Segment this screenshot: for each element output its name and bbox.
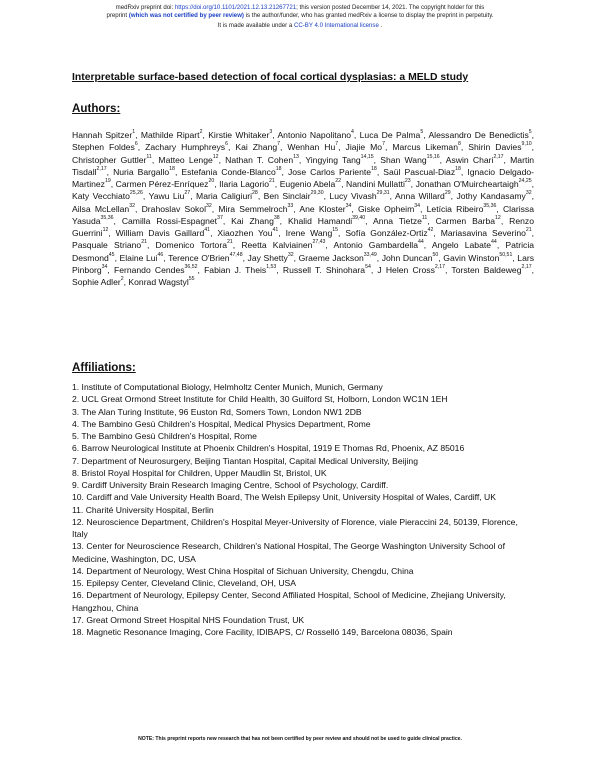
author-name: Hannah Spitzer (72, 130, 133, 140)
author-affiliation-number: 13 (293, 153, 299, 160)
affiliation-item: 10. Cardiff and Vale University Health Board, The Welsh Epilepsy Unit, University Hospital of Wales, Cardiff, UK (72, 492, 496, 503)
author-name: Jose Carlos Pariente (287, 166, 372, 177)
author-affiliation-number: 21 (525, 227, 532, 234)
author-affiliation-number: 2,17 (96, 165, 107, 172)
author (114, 265, 198, 275)
author-affiliation-number: 41 (204, 227, 211, 234)
author-name: Kai Zhang (231, 215, 274, 226)
author-affiliation-number: 25,26 (129, 190, 143, 197)
author-name: Sofía González-Ortiz (345, 228, 428, 238)
author-affiliation-number: 32 (525, 190, 532, 197)
author (149, 191, 191, 201)
author-name: Irene Wang (285, 228, 333, 238)
author-affiliation-number: 3 (269, 129, 273, 136)
author-affiliation-number: 5 (528, 129, 532, 136)
author-name: Eugenio Abela (279, 179, 336, 189)
author-name: Jay Shetty (247, 252, 288, 263)
author-name: Khalid Hamandi (287, 215, 353, 226)
author-affiliation-number: 11 (146, 153, 152, 160)
author-name: Carmen Barba (435, 215, 496, 226)
author-affiliation-number: 2 (199, 129, 203, 136)
author (456, 191, 531, 201)
author-name: William Davis Gaillard (115, 228, 205, 238)
author-affiliation-number: 23 (404, 178, 411, 185)
author (208, 130, 272, 140)
author (346, 179, 411, 189)
author-name: Gavin Winston (443, 252, 500, 263)
author (241, 240, 325, 250)
author (299, 253, 377, 263)
author (451, 265, 531, 275)
author-affiliation-number: 5 (420, 129, 424, 136)
author (72, 155, 152, 165)
author-name: Martin Tisdall (72, 154, 535, 177)
author-name: Marcus Likeman (392, 142, 458, 153)
author-affiliation-number: 29 (444, 190, 451, 197)
author-affiliation-number: 18 (371, 165, 377, 172)
author (219, 179, 275, 189)
author-name: Carmen Pérez-Enríquez (115, 179, 209, 189)
author (380, 155, 439, 165)
author-affiliation-number: 21 (226, 239, 233, 246)
authors-heading: Authors: (72, 102, 121, 115)
author-name: Terence O'Brien (168, 252, 230, 263)
author-name: Lucy Vivash (329, 191, 377, 202)
affiliations-heading: Affiliations: (72, 361, 136, 374)
author (436, 216, 501, 226)
affiliation-item: 18. Magnetic Resonance Imaging, Core Facility, IDIBAPS, C/ Rosselló 149, Barcelona 08036, Spain (72, 627, 453, 637)
author-name: J Helen Cross (377, 264, 435, 275)
author-affiliation-number: 6 (225, 141, 228, 148)
affiliation-item: 12. Neuroscience Department, Children's Hospital Meyer-University of Florence, viale Pieraccini 24, 50139, Florence, Italy (72, 516, 518, 539)
author-name: Elaine Lui (119, 252, 158, 263)
author-name: Mira Semmelroch (218, 203, 288, 214)
author-affiliation-number: 38 (273, 214, 280, 221)
author-affiliation-number: 24,25 (518, 178, 532, 185)
author-affiliation-number: 32 (129, 202, 135, 209)
author (288, 167, 377, 177)
author-affiliation-number: 32 (287, 251, 294, 258)
affiliation-item: 1. Institute of Computational Biology, Helmholtz Center Munich, Munich, Germany (72, 382, 383, 392)
author-name: Alessandro De Benedictis (428, 130, 529, 140)
header-line-2: preprint (which was not certified by peer review) is the author/funder, who has granted medRxiv a license to display the preprint in perpetuity. (106, 11, 494, 19)
author (168, 253, 243, 263)
author-affiliation-number: 18 (455, 165, 461, 172)
author-affiliation-number: 29,31 (376, 190, 390, 197)
author-affiliation-number: 34 (101, 263, 108, 270)
author (116, 228, 210, 238)
author (299, 204, 351, 214)
author-name: Fernando Cendes (113, 264, 185, 275)
author-name: Anna Tietze (373, 215, 422, 226)
paper-title: Interpretable surface-based detection of focal cortical dysplasias: a MELD study (72, 72, 469, 83)
affiliation-item: 14. Department of Neurology, West China Hospital of Sichuan University, Chengdu, China (72, 565, 414, 576)
author (287, 142, 338, 152)
author-name: Torsten Baldeweg (451, 264, 522, 275)
affiliation-item: 4. The Bambino Gesù Children's Hospital, Medical Physics Department, Rome (72, 418, 371, 429)
affiliation-item: 6. Barrow Neurological Institute at Phoenix Children's Hospital, 1919 E Thomas Rd, Phoenix, AZ 85016 (72, 443, 465, 454)
author-affiliation-number: 41 (272, 227, 279, 234)
affiliation-item: 11. Charité University Hospital, Berlin (72, 504, 214, 515)
affiliation-item: 15. Epilepsy Center, Cleveland Clinic, Cleveland, OH, USA (72, 578, 297, 588)
author (358, 204, 420, 214)
author-affiliation-number: 36,52 (184, 263, 198, 270)
author-affiliation-number: 42 (427, 227, 434, 234)
author-affiliation-number: 37 (217, 214, 223, 221)
author-affiliation-number: 50,51 (499, 251, 513, 258)
author (280, 179, 341, 189)
header-line-3: It is made available under a CC-BY 4.0 International license . (217, 22, 383, 30)
preprint-header (0, 4, 600, 30)
author-name: Antonio Napolitano (277, 130, 352, 140)
author-name: Nuria Bargallo (113, 166, 170, 177)
author-affiliation-number: 27 (184, 190, 191, 197)
author-affiliation-number: 21 (141, 239, 147, 246)
author-name: Jiajie Mo (345, 142, 383, 153)
author-affiliation-number: 45 (108, 251, 115, 258)
author-affiliation-number: 27,43 (312, 239, 326, 246)
author (346, 142, 385, 152)
author (468, 142, 531, 152)
author (441, 228, 532, 238)
author-name: Letícia Ribeiro (426, 203, 484, 214)
author (382, 253, 439, 263)
author-affiliation-number: 46 (157, 251, 164, 258)
author (120, 253, 164, 263)
author-name: Zachary Humphreys (145, 142, 226, 153)
author-name: Kai Zhang (235, 142, 278, 153)
author-affiliation-number: 12 (102, 227, 109, 234)
author-affiliation-number: 7 (382, 141, 385, 148)
author-affiliation-number: 18 (169, 165, 175, 172)
author-affiliation-number: 14,15 (360, 153, 374, 160)
author (283, 265, 371, 275)
header-line-1: medRxiv preprint doi: https://doi.org/10.1101/2021.12.13.21267721; this version posted December 14, 2021. The copyright holder for this (115, 4, 485, 11)
author (360, 130, 424, 140)
author-name: Yingying Tang (305, 154, 361, 165)
author-affiliation-number: 15,16 (426, 153, 440, 160)
author (392, 142, 461, 152)
author-affiliation-number: 11 (421, 214, 428, 221)
author (72, 191, 143, 201)
author (141, 130, 203, 140)
author-affiliation-number: 12 (212, 153, 219, 160)
author-affiliation-number: 6 (134, 141, 138, 148)
author (204, 265, 276, 275)
author (329, 191, 389, 201)
author-name: Kirstie Whitaker (208, 130, 270, 140)
author-affiliation-number: 29,30 (310, 190, 324, 197)
author (142, 204, 212, 214)
author (225, 155, 299, 165)
author-name: Jonathan O'Muircheartaigh (415, 179, 519, 189)
doi-link[interactable]: https://doi.org/10.1101/2021.12.13.21267721 (174, 4, 297, 11)
author (72, 204, 135, 214)
author (277, 130, 353, 140)
author-name: Konrad Wagstyl (128, 277, 189, 287)
author (181, 167, 281, 177)
author-affiliation-number: 34 (414, 202, 421, 209)
author (377, 265, 445, 275)
author (416, 179, 532, 189)
author (333, 240, 423, 250)
author-affiliation-number: 35,36 (100, 214, 114, 221)
author-affiliation-number: 12 (495, 214, 501, 221)
author (156, 240, 233, 250)
author-name: Matteo Lenge (158, 154, 213, 165)
author-name: Jothy Kandasamy (456, 191, 526, 202)
author-affiliation-number: 18 (275, 165, 282, 172)
author (345, 228, 433, 238)
peer-review-note: (which was not certified by peer review) (128, 11, 244, 19)
author-affiliation-number: 7 (277, 141, 281, 148)
author-affiliation-number: 2,17 (434, 263, 446, 270)
author-affiliation-number: 2 (120, 276, 124, 283)
author (196, 191, 258, 201)
author-name: Christopher Guttler (72, 154, 147, 165)
author (446, 155, 504, 165)
author-affiliation-number: 21 (269, 178, 275, 185)
author (145, 142, 228, 152)
author-name: Fabian J. Theis (204, 264, 267, 275)
author (248, 253, 294, 263)
author-name: Xiaozhen You (217, 228, 273, 238)
author-name: Sophie Adler (72, 277, 121, 287)
author-name: Patricia Desmond (72, 240, 535, 263)
author-affiliation-number: 28 (252, 190, 258, 197)
author-name: Mariasavina Severino (440, 228, 526, 238)
author-affiliation-number: 1 (132, 129, 136, 136)
author-name: Shan Wang (380, 154, 427, 165)
author (217, 228, 278, 238)
author-name: Graeme Jackson (298, 252, 364, 263)
author-affiliation-number: 35,36 (483, 202, 497, 209)
author (288, 216, 365, 226)
author (116, 179, 215, 189)
author (432, 240, 497, 250)
preprint-footer-note: NOTE: This preprint reports new research that has not been certified by peer review and should not be used to guide clinical practice. (138, 736, 462, 742)
author-name: Domenico Tortora (155, 240, 227, 251)
affiliation-list (72, 381, 534, 638)
affiliation-item: 3. The Alan Turing Institute, 96 Euston Rd, Somers Town, London NW1 2DB (72, 406, 362, 417)
author-affiliation-number: 19 (104, 178, 111, 185)
author-name: Maria Caligiuri (196, 191, 253, 202)
author-affiliation-number: 44 (417, 239, 424, 246)
author (231, 216, 280, 226)
author (128, 277, 194, 287)
author (218, 204, 293, 214)
affiliation-item: 13. Center for Neuroscience Research, Children's National Hospital, The George Washington University School of Medicine, Washington, DC, USA (72, 541, 505, 564)
author-name: Yawu Liu (148, 191, 185, 202)
author-name: Luca De Palma (359, 130, 421, 140)
author-affiliation-number: 9,10 (521, 141, 532, 148)
author-affiliation-number: 47,48 (229, 251, 243, 258)
author-affiliation-number: 54 (365, 263, 371, 270)
author-name: Ilaria Lagorio (219, 179, 269, 189)
author-list: Hannah Spitzer$^1$, Mathilde Ripart$^2$, Kirstie Whitaker$^3$, Antonio Napolitano$^4$, Luca De Palma$^5$, Alessandro De Benedictis$^5$, Stephen Foldes$^6$, Zachary Humphreys$^6$, Kai Zhang$^7$, Wenhan Hu$^7$, Jiajie Mo$^7$, Marcus Likeman$^8$, Shirin Davies$^{9,10}$, Christopher Guttler$^{11}$, Matteo Lenge$^{12}$, Nathan T. Cohen$^{13}$, Yingying Tang$^{14,15}$, Shan Wang$^{15,16}$, Aswin Chari$^{2,17}$, Martin Tisdall$^{2,17}$, Nuria Bargallo$^{18}$, Estefania Conde-Blanco$^{18}$, Jose Carlos Pariente$^{18}$, Saül Pascual-Diaz$^{18}$, Ignacio Delgado-Martinez$^{19}$, Carmen Pérez-Enríquez$^{20}$, Ilaria Lagorio$^{21}$, Eugenio Abela$^{22}$, Nandini Mullatti$^{23}$, Jonathan O'Muircheartaigh$^{24,25}$, Katy Vecchiato$^{25,26}$, Yawu Liu$^{27}$, Maria Caligiuri$^{28}$, Ben Sinclair$^{29,30}$, Lucy Vivash$^{29,31}$, Anna Willard$^{29}$, Jothy Kandasamy$^{32}$, Ailsa McLellan$^{32}$, Drahoslav Sokol$^{32}$, Mira Semmelroch$^{33}$, Ane Kloster$^{34}$, Giske Opheim$^{34}$, Letícia Ribeiro$^{35,36}$, Clarissa Yasuda$^{35,36}$, Camilla Rossi-Espagnet$^{37}$, Kai Zhang$^{38}$, Khalid Hamandi$^{39,40}$, Anna Tietze$^{11}$, Carmen Barba$^{12}$, Renzo Guerrini$^{12}$, William Davis Gaillard$^{41}$, Xiaozhen You$^{41}$, Irene Wang$^{15}$, Sofía González-Ortiz$^{42}$, Mariasavina Severino$^{21}$, Pasquale Striano$^{21}$, Domenico Tortora$^{21}$, Reetta Kalviainen$^{27,43}$, Antonio Gambardella$^{44}$, Angelo Labate$^{44}$, Patricia Desmond$^{45}$, Elaine Lui$^{46}$, Terence O'Brien$^{47,48}$, Jay Shetty$^{32}$, Graeme Jackson$^{33,49}$, John Duncan$^{50}$, Gavin Winston$^{50,51}$, Lars Pinborg$^{34}$, Fernando Cendes$^{36,52}$, Fabian J. Theis$^{1,53}$, Russell T. Shinohara$^{54}$, J Helen Cross$^{2,17}$, Torsten Baldeweg$^{2,17}$, Sophie Adler$^2$, Konrad Wagstyl$^{55}$ (72, 129, 535, 287)
author (373, 216, 427, 226)
author-affiliation-number: 34 (345, 202, 352, 209)
author (383, 167, 461, 177)
author-name: Drahoslav Sokol (141, 203, 206, 214)
author-name: Anna Willard (395, 191, 445, 202)
affiliation-item: 5. The Bambino Gesù Children's Hospital, Rome (72, 431, 257, 441)
author (264, 191, 324, 201)
author-name: Russell T. Shinohara (282, 264, 366, 275)
author-name: Stephen Foldes (72, 142, 135, 153)
author-name: John Duncan (381, 252, 433, 263)
affiliation-item: 16. Department of Neurology, Epilepsy Center, Second Affiliated Hospital, School of Medicine, Zhejiang University, Hangzhou, China (72, 590, 506, 613)
author (395, 191, 451, 201)
author (72, 130, 135, 140)
author-affiliation-number: 2,17 (521, 263, 532, 270)
author-affiliation-number: 39,40 (352, 214, 366, 221)
author (122, 216, 223, 226)
license-link[interactable]: CC-BY 4.0 International license (293, 22, 379, 30)
author (443, 253, 512, 263)
author (428, 130, 531, 140)
author-affiliation-number: 55 (188, 276, 195, 283)
author-name: Ane Kloster (299, 203, 346, 214)
author-name: Giske Opheim (358, 203, 415, 214)
author (72, 240, 147, 250)
author-name: Estefania Conde-Blanco (181, 166, 276, 177)
author-affiliation-number: 1,53 (266, 263, 277, 270)
affiliation-item: 8. Bristol Royal Hospital for Children, Upper Maudlin St, Bristol, UK (72, 467, 327, 478)
author (72, 277, 124, 287)
author-name: Lars Pinborg (72, 252, 535, 275)
author (72, 142, 138, 152)
affiliation-item: 7. Department of Neurosurgery, Beijing Tiantan Hospital, Capital Medical University, Beijing (72, 455, 418, 466)
author-affiliation-number: 50 (432, 251, 439, 258)
author-name: Antonio Gambardella (333, 240, 418, 251)
author-name: Ailsa McLellan (72, 203, 130, 214)
author (305, 155, 373, 165)
author-name: Aswin Chari (445, 154, 494, 165)
author-affiliation-number: 33 (287, 202, 294, 209)
author-affiliation-number: 32 (205, 202, 212, 209)
author-name: Mathilde Ripart (140, 130, 200, 140)
author-name: Katy Vecchiato (72, 191, 130, 202)
author-name: Pasquale Striano (72, 240, 142, 251)
affiliation-item: 2. UCL Great Ormond Street Institute for Child Health, 30 Guilford St, Holborn, London WC1N 1EH (72, 394, 448, 405)
affiliation-item: 17. Great Ormond Street Hospital NHS Foundation Trust, UK (72, 614, 305, 625)
author-affiliation-number: 8 (458, 141, 461, 148)
author (286, 228, 338, 238)
author-affiliation-number: 4 (351, 129, 354, 136)
author-name: Shirin Davies (468, 142, 522, 153)
author-name: Clarissa Yasuda (72, 203, 535, 226)
author (113, 167, 175, 177)
author-name: Camilla Rossi-Espagnet (121, 215, 218, 226)
author (427, 204, 497, 214)
author-name: Reetta Kalviainen (241, 240, 313, 251)
author-name: Renzo Guerrini (72, 215, 534, 238)
author-name: Nathan T. Cohen (225, 154, 294, 165)
author-name: Nandini Mullatti (345, 179, 405, 189)
author-name: Ignacio Delgado-Martinez (72, 166, 534, 189)
author-name: Saül Pascual-Diaz (383, 166, 456, 177)
author-affiliation-number: 22 (335, 178, 342, 185)
author-name: Wenhan Hu (287, 142, 336, 153)
affiliation-item: 9. Cardiff University Brain Research Imaging Centre, School of Psychology, Cardiff. (72, 480, 389, 490)
author-name: Ben Sinclair (263, 191, 311, 202)
author-affiliation-number: 33,49 (363, 251, 377, 258)
author-affiliation-number: 20 (208, 178, 215, 185)
author-affiliation-number: 15 (332, 227, 339, 234)
author-affiliation-number: 2,17 (493, 153, 504, 160)
author-affiliation-number: 7 (335, 141, 339, 148)
author-affiliation-number: 44 (491, 239, 497, 246)
author (158, 155, 218, 165)
author-name: Angelo Labate (431, 240, 492, 251)
author (235, 142, 280, 152)
